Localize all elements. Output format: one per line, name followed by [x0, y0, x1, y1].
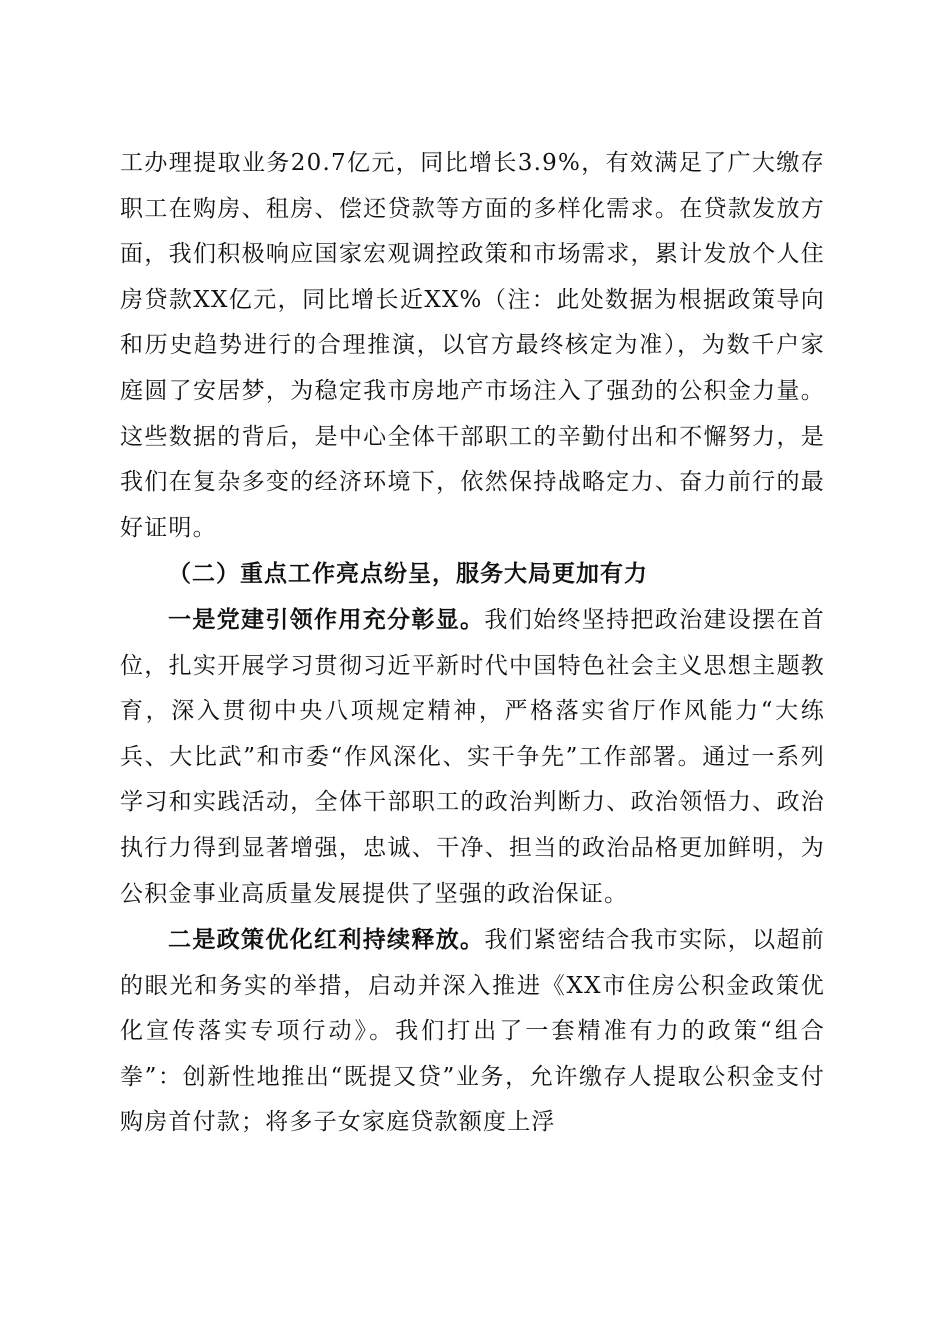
paragraph-text: 我们紧密结合我市实际，以超前的眼光和务实的举措，启动并深入推进《XX市住房公积金政策优化宣传落实专项行动》。我们打出了一套精准有力的政策“组合拳”：创新性地推出“既提又贷”业务，允许缴存人提取公积金支付购房首付款；将多子女家庭贷款额度上浮: [120, 927, 825, 1136]
paragraph-party-building: [120, 597, 825, 917]
paragraph-policy-optimization: [120, 917, 825, 1146]
paragraph-text: 我们始终坚持把政治建设摆在首位，扎实开展学习贯彻习近平新时代中国特色社会主义思想主题教育，深入贯彻中央八项规定精神，严格落实省厅作风能力“大练兵、大比武”和市委“作风深化、实干争先”工作部署。通过一系列学习和实践活动，全体干部职工的政治判断力、政治领悟力、政治执行力得到显著增强，忠诚、干净、担当的政治品格更加鲜明，为公积金事业高质量发展提供了坚强的政治保证。: [120, 606, 825, 907]
paragraph-lead: 二是政策优化红利持续释放。: [168, 926, 485, 954]
section-heading: （二）重点工作亮点纷呈，服务大局更加有力: [168, 560, 648, 588]
paragraph-funds-summary: [120, 141, 825, 551]
paragraph-text: 工办理提取业务20.7亿元，同比增长3.9%，有效满足了广大缴存职工在购房、租房、偿还贷款等方面的多样化需求。在贷款发放方面，我们积极响应国家宏观调控政策和市场需求，累计发放个人住房贷款XX亿元，同比增长近XX%（注：此处数据为根据政策导向和历史趋势进行的合理推演，以官方最终核定为准），为数千户家庭圆了安居梦，为稳定我市房地产市场注入了强劲的公积金力量。这些数据的背后，是中心全体干部职工的辛勤付出和不懈努力，是我们在复杂多变的经济环境下，依然保持战略定力、奋力前行的最好证明。: [120, 150, 825, 541]
paragraph-lead: 一是党建引领作用充分彰显。: [168, 605, 485, 633]
document-body: [120, 141, 825, 1146]
